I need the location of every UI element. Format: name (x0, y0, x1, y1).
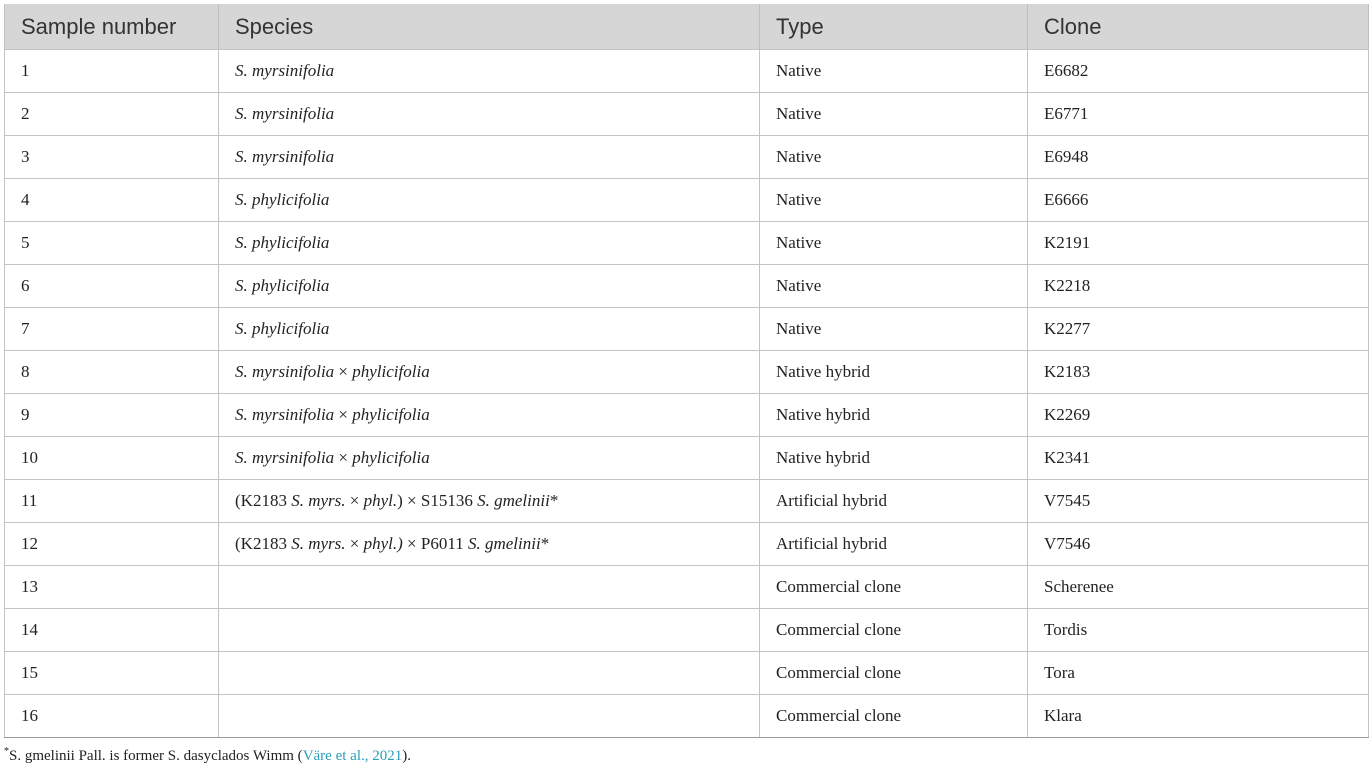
table-row (5, 93, 1369, 136)
cell-species (219, 523, 760, 566)
cell-species (219, 394, 760, 437)
cell-type: Commercial clone (760, 566, 1028, 609)
cell-sample-number: 2 (5, 93, 219, 136)
table-row (5, 695, 1369, 738)
species-name: S. myrsinifolia (235, 61, 335, 80)
cross-symbol: × (334, 448, 353, 467)
cell-species (219, 93, 760, 136)
table-row (5, 308, 1369, 351)
table-row (5, 179, 1369, 222)
table-row (5, 351, 1369, 394)
cell-clone: K2277 (1028, 308, 1369, 351)
cell-species (219, 136, 760, 179)
cell-type: Native hybrid (760, 351, 1028, 394)
cell-type: Native (760, 136, 1028, 179)
species-part: × P6011 (402, 534, 468, 553)
header-type: Type (760, 4, 1028, 50)
footnote-text: S. gmelinii Pall. is former S. dasyclados Wimm ( (9, 748, 303, 764)
cell-sample-number: 16 (5, 695, 219, 738)
cell-clone: Scherenee (1028, 566, 1369, 609)
species-name: S. myrsinifolia (235, 405, 335, 424)
footnote-marker: * (4, 746, 9, 757)
table-row (5, 222, 1369, 265)
cell-clone: K2269 (1028, 394, 1369, 437)
cell-type: Native (760, 308, 1028, 351)
table-row (5, 265, 1369, 308)
cell-clone: K2183 (1028, 351, 1369, 394)
cell-clone: Klara (1028, 695, 1369, 738)
table-row (5, 609, 1369, 652)
cell-species (219, 566, 760, 609)
cell-species (219, 695, 760, 738)
species-part: (K2183 (235, 491, 292, 510)
species-name: S. gmelinii (477, 491, 550, 510)
species-name: phylicifolia (352, 448, 430, 467)
cell-type: Artificial hybrid (760, 523, 1028, 566)
species-name: S. myrsinifolia (235, 104, 335, 123)
species-part: ) × S15136 (397, 491, 478, 510)
cell-sample-number: 11 (5, 480, 219, 523)
cell-species (219, 652, 760, 695)
table-row (5, 437, 1369, 480)
species-part: (K2183 (235, 534, 292, 553)
cross-symbol: × (345, 534, 364, 553)
cell-sample-number: 10 (5, 437, 219, 480)
cell-sample-number: 15 (5, 652, 219, 695)
table-row (5, 136, 1369, 179)
species-name: phyl. (363, 491, 398, 510)
cell-species (219, 351, 760, 394)
cell-sample-number: 12 (5, 523, 219, 566)
cell-sample-number: 8 (5, 351, 219, 394)
cell-type: Native hybrid (760, 394, 1028, 437)
cell-clone: E6682 (1028, 50, 1369, 93)
table-row (5, 566, 1369, 609)
cross-symbol: × (345, 491, 364, 510)
header-species: Species (219, 4, 760, 50)
cell-type: Native (760, 265, 1028, 308)
cell-species (219, 308, 760, 351)
cell-type: Commercial clone (760, 652, 1028, 695)
cell-clone: E6948 (1028, 136, 1369, 179)
cell-clone: Tora (1028, 652, 1369, 695)
cell-type: Native hybrid (760, 437, 1028, 480)
cell-clone: Tordis (1028, 609, 1369, 652)
cell-type: Native (760, 50, 1028, 93)
data-table (4, 4, 1369, 738)
cell-clone: K2191 (1028, 222, 1369, 265)
cell-sample-number: 4 (5, 179, 219, 222)
citation-link[interactable]: Väre et al., 2021 (302, 748, 403, 764)
cell-species (219, 437, 760, 480)
table-row (5, 394, 1369, 437)
cell-clone: K2341 (1028, 437, 1369, 480)
cross-symbol: × (334, 362, 353, 381)
cell-sample-number: 6 (5, 265, 219, 308)
species-name: S. phylicifolia (235, 233, 330, 252)
species-name: S. myrs. (291, 491, 346, 510)
species-name: S. phylicifolia (235, 190, 330, 209)
cell-species (219, 609, 760, 652)
cell-species (219, 480, 760, 523)
cell-sample-number: 13 (5, 566, 219, 609)
footnote-marker: * (549, 491, 559, 510)
species-name: S. myrs. (291, 534, 346, 553)
cell-sample-number: 3 (5, 136, 219, 179)
table-row (5, 523, 1369, 566)
species-name: S. gmelinii (467, 534, 541, 553)
cell-sample-number: 5 (5, 222, 219, 265)
cell-clone: V7545 (1028, 480, 1369, 523)
footnote-end: ). (402, 748, 411, 764)
cell-clone: V7546 (1028, 523, 1369, 566)
cell-clone: K2218 (1028, 265, 1369, 308)
cell-species (219, 222, 760, 265)
species-name: phylicifolia (352, 362, 430, 381)
species-name: S. myrsinifolia (235, 448, 335, 467)
cell-species (219, 50, 760, 93)
species-name: S. myrsinifolia (235, 362, 335, 381)
species-name: phylicifolia (352, 405, 430, 424)
cell-sample-number: 14 (5, 609, 219, 652)
species-name: S. myrsinifolia (235, 147, 335, 166)
header-row (5, 4, 1369, 50)
cell-type: Native (760, 222, 1028, 265)
cell-species (219, 265, 760, 308)
footnote-marker: * (540, 534, 550, 553)
cell-type: Commercial clone (760, 695, 1028, 738)
cell-species (219, 179, 760, 222)
species-name: phyl.) (363, 534, 403, 553)
cell-sample-number: 9 (5, 394, 219, 437)
header-sample-number: Sample number (5, 4, 219, 50)
table-footnote (4, 746, 411, 765)
cell-type: Commercial clone (760, 609, 1028, 652)
cell-type: Artificial hybrid (760, 480, 1028, 523)
cell-sample-number: 1 (5, 50, 219, 93)
table-row (5, 480, 1369, 523)
table-row (5, 652, 1369, 695)
species-name: S. phylicifolia (235, 276, 330, 295)
cell-clone: E6771 (1028, 93, 1369, 136)
header-clone: Clone (1028, 4, 1369, 50)
cell-sample-number: 7 (5, 308, 219, 351)
table-row (5, 50, 1369, 93)
cell-type: Native (760, 179, 1028, 222)
cell-type: Native (760, 93, 1028, 136)
species-name: S. phylicifolia (235, 319, 330, 338)
cell-clone: E6666 (1028, 179, 1369, 222)
cross-symbol: × (334, 405, 353, 424)
